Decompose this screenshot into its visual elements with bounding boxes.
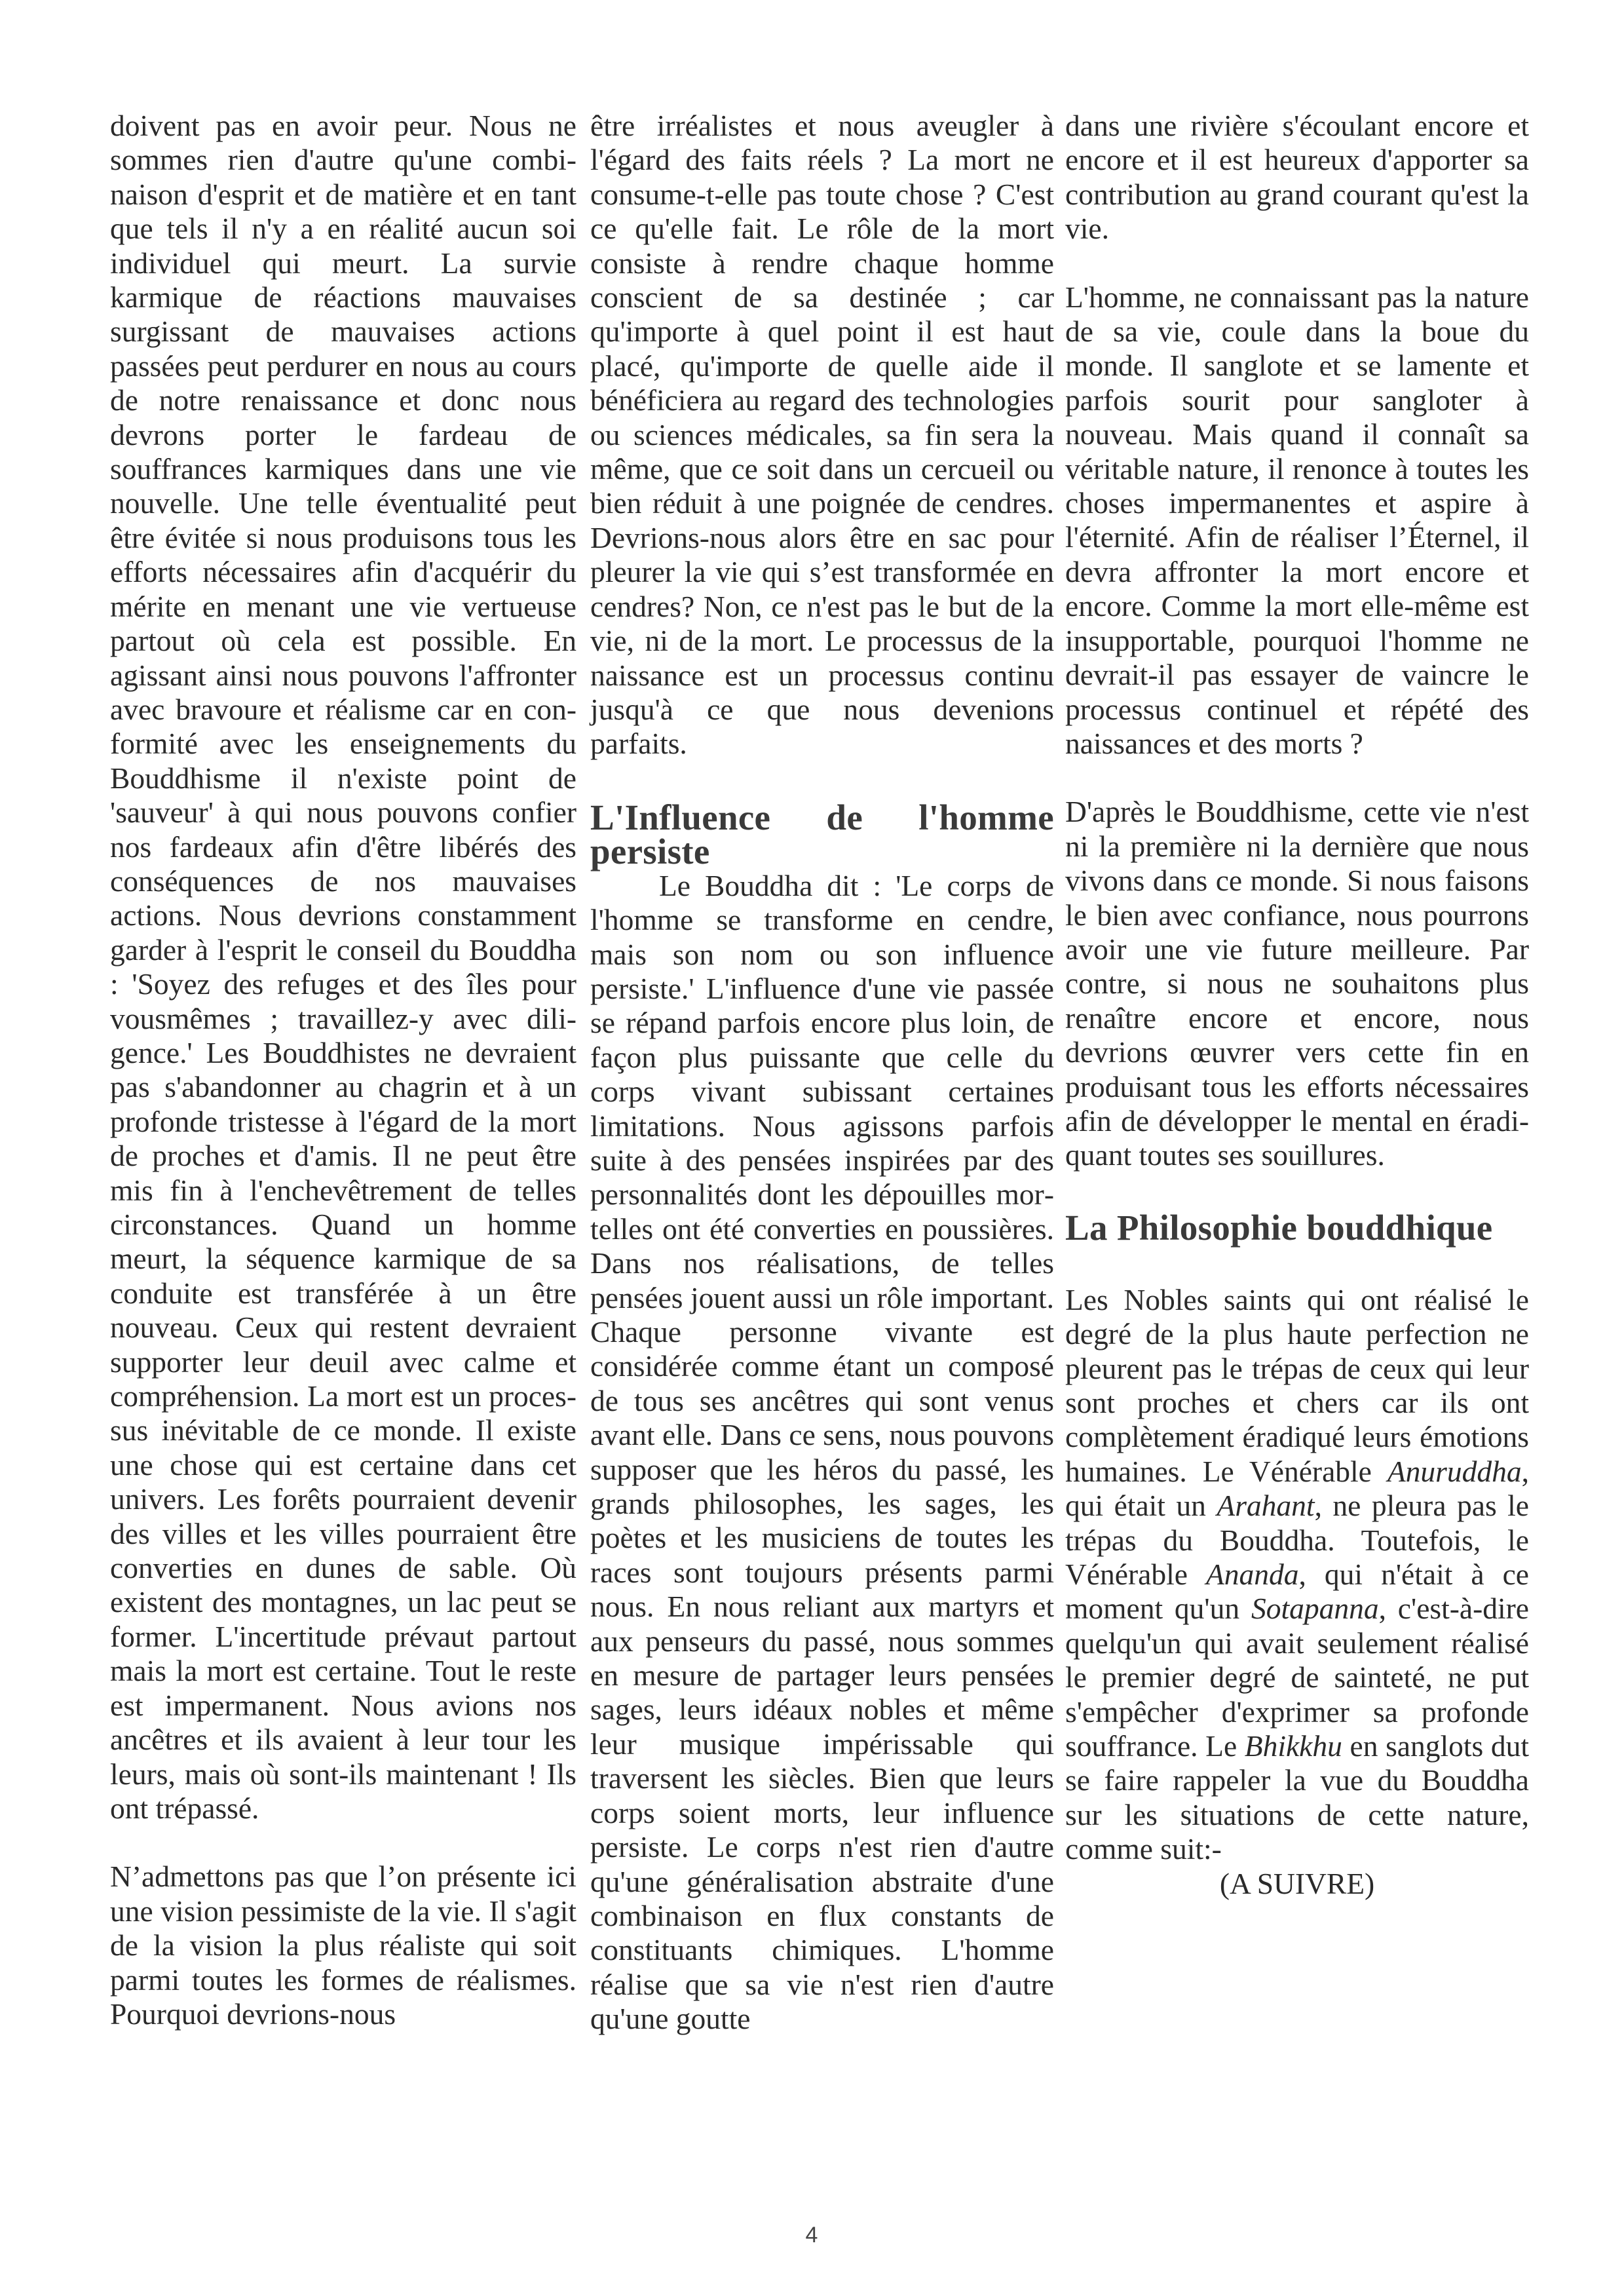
column-middle — [590, 109, 1054, 2037]
heading-line: L'Influence de l'homme — [590, 797, 1054, 837]
body-paragraph: L'homme, ne connaissant pas la nature de sa vie, coule dans la boue du monde. Il sanglote et se lamente et parfois sourit pour sangloter à nouveau. Mais quand il connaît sa véritable nature, il renonce à toutes les choses impermanentes et aspire à l'éternité. Afin de réaliser l’Éternel, il devra affronter la mort encore et encore. Comme la mort elle-même est insupportable, pourquoi l'homme ne devrait-il pas essayer de vaincre le processus continuel et répété des naissances et des morts ? — [1065, 280, 1529, 760]
pali-term: Anuruddha — [1387, 1454, 1522, 1488]
body-paragraph: dans une rivière s'écoulant encore et encore et il est heureux d'apporter sa contribution au grand courant qu'est la vie. — [1065, 109, 1529, 246]
body-text: , qui était un — [1065, 1454, 1529, 1523]
heading-line: persiste — [590, 831, 710, 871]
body-text: , c'est-à-dire quelqu'un qui avait seulement réalisé le premier degré de sainteté, ne put s'empêcher d'exprimer sa profonde souffrance. Le — [1065, 1592, 1529, 1763]
pali-term: Arahant — [1217, 1489, 1315, 1523]
page-number: 4 — [805, 2223, 818, 2248]
body-text: , qui n'était à ce moment qu'un — [1065, 1558, 1529, 1626]
section-heading-philosophie: La Philosophie bouddhique — [1065, 1207, 1493, 1248]
body-paragraph — [1065, 1283, 1529, 1867]
body-paragraph: D'après le Bouddhisme, cette vie n'est ni la première ni la dernière que nous vivons dans ce monde. Si nous faisons le bien avec confiance, nous pourrons avoir une vie future meilleure. Par contre, si nous ne souhaitons plus renaître encore et encore, nous devrions œuvrer vers cette fin en produisant tous les efforts nécessaires afin de développer le mental en éradiquant toutes ses souillures. — [1065, 795, 1529, 1172]
pali-term: Sotapanna — [1251, 1592, 1379, 1626]
body-text: Le Bouddha dit : 'Le corps de l'homme se transforme en cendre, mais son nom ou son influence persiste.' L'influence d'une vie passée se répand parfois encore plus loin, de façon plus puissante que celle du corps vivant subissant certaines limitations. Nous agissons parfois suite à des pensées inspirées par des personnalités dont les dépouilles mortelles ont été converties en poussières. Dans nos réalisations, de telles pensées jouent aussi un rôle important. Chaque personne vivante est considérée comme étant un composé de tous ses ancêtres qui sont venus avant elle. Dans ce sens, nous pouvons supposer que les héros du passé, les grands philosophes, les sages, les poètes et les musiciens de toutes les races sont toujours présents parmi nous. En nous reliant aux martyrs et aux penseurs du passé, nous sommes en mesure de partager leurs pensées sages, leurs idéaux nobles et même leur musique impérissable qui traversent les siècles. Bien que leurs corps soient morts, leur influence persiste. Le corps n'est rien d'autre qu'une généralisation abstraite d'une combinaison en flux constants de constituants chimiques. L'homme réalise que sa vie n'est rien d'autre qu'une goutte — [590, 868, 1054, 2036]
body-text: Les Nobles saints qui ont réalisé le degré de la plus haute perfection ne pleurent pas le trépas de ceux qui leur sont proches et chers car ils ont complètement éradiqué leurs émotions humaines. Le Vénérable — [1065, 1282, 1529, 1488]
body-paragraph: N’admettons pas que l’on présente ici une vision pessimiste de la vie. Il s'agit de la vision la plus réaliste qui soit parmi toutes les formes de réalismes. Pourquoi devrions-nous — [110, 1860, 576, 2031]
column-right — [1065, 109, 1529, 1901]
body-text: , ne pleura pas le trépas du Bouddha. Toutefois, le Vénérable — [1065, 1489, 1529, 1592]
body-paragraph-indented — [590, 869, 1054, 2037]
pali-term: Ananda — [1205, 1558, 1299, 1592]
body-paragraph: doivent pas en avoir peur. Nous ne sommes rien d'autre qu'une combinaison d'esprit et de matière et en tant que tels il n'y a en réalité aucun soi individuel qui meurt. La survie karmique de réactions mauvaises surgissant de mauvaises actions passées peut perdurer en nous au cours de notre renaissance et donc nous devrons porter le fardeau de souffrances karmiques dans une vie nouvelle. Une telle éventualité peut être évitée si nous produisons tous les efforts nécessaires afin d'acquérir du mérite en menant une vie vertueuse partout où cela est possible. En agissant ainsi nous pouvons l'affronter avec bravoure et réalisme car en conformité avec les enseignements du Bouddhisme il n'existe point de 'sauveur' à qui nous pouvons confier nos fardeaux afin d'être libérés des conséquences de nos mauvaises actions. Nous devrions constamment garder à l'esprit le conseil du Bouddha : 'Soyez des refuges et des îles pour vousmêmes ; travaillez-y avec diligence.' Les Bouddhistes ne devraient pas s'abandonner au chagrin et à un profonde tristesse à l'égard de la mort de proches et d'amis. Il ne peut être mis fin à l'enchevêtrement de telles circonstances. Quand un homme meurt, la séquence karmique de sa conduite est transférée à un être nouveau. Ceux qui restent devraient supporter leur deuil avec calme et compréhension. La mort est un processus inévitable de ce monde. Il existe une chose qui est certaine dans cet univers. Les forêts pourraient devenir des villes et les villes pourraient être converties en dunes de sable. Où existent des montagnes, un lac peut se former. L'incertitude prévaut partout mais la mort est certaine. Tout le reste est impermanent. Nous avions nos ancêtres et ils avaient à leur tour les leurs, mais où sont-ils maintenant ! Ils ont trépassé. — [110, 109, 576, 1825]
column-left — [110, 109, 576, 2031]
pali-term: Bhikkhu — [1244, 1729, 1342, 1763]
body-paragraph: être irréalistes et nous aveugler à l'égard des faits réels ? La mort ne consume-t-elle pas toute chose ? C'est ce qu'elle fait. Le rôle de la mort consiste à rendre chaque homme conscient de sa destinée ; car qu'importe à quel point il est haut placé, qu'importe de quelle aide il bénéficiera au regard des technologies ou sciences médicales, sa fin sera la même, que ce soit dans un cercueil ou bien réduit à une poignée de cendres. Devrions-nous alors être en sac pour pleurer la vie qui s’est transformée en cendres? Non, ce n'est pas le but de la vie, ni de la mort. Le processus de la naissance est un processus continu jusqu'à ce que nous devenions parfaits. — [590, 109, 1054, 761]
to-be-continued-note: (A SUIVRE) — [1219, 1866, 1375, 1900]
body-text: en sanglots dut se faire rappeler la vue du Bouddha sur les situations de cette nature, comme suit:- — [1065, 1729, 1529, 1866]
section-heading-influence — [590, 797, 1054, 871]
